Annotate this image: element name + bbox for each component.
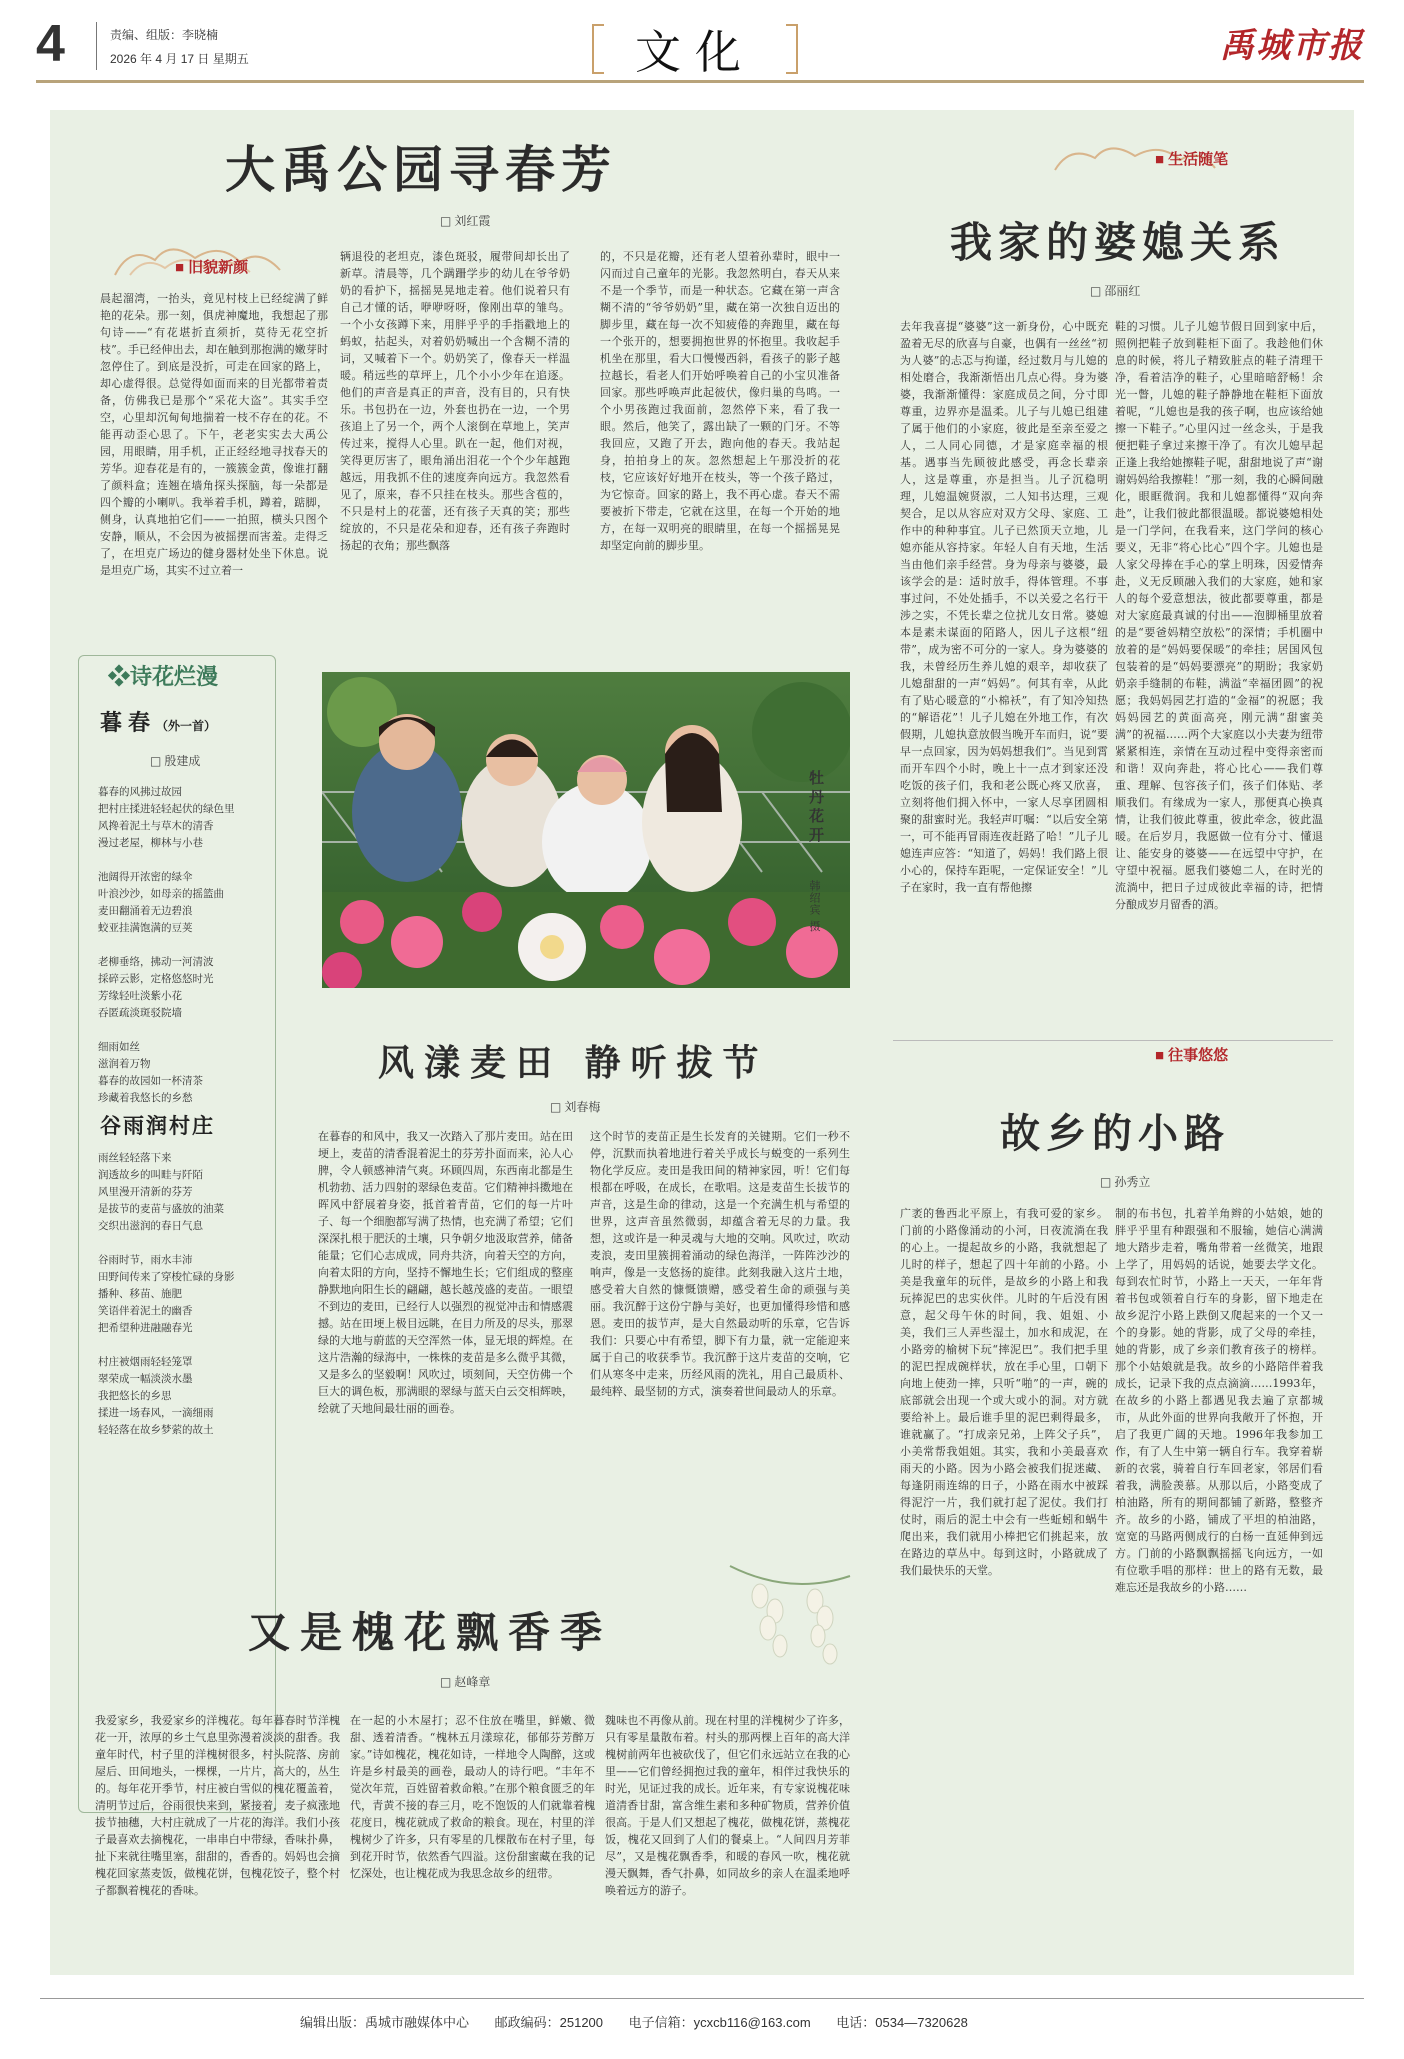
article-body-locust-col1: 我爱家乡，我爱家乡的洋槐花。每年暮春时节洋槐花一开，浓厚的乡土气息里弥漫着淡淡的甜香。我童年时代，村子里的洋槐树很多，村头院落、房前屋后、田间地头，一棵棵，一片片，高大的，丛生的。每年花开季节，村庄被白雪似的槐花覆盖着，清明节过后，谷雨很快来到，紧接着，麦子疯涨地拔节抽穗，大村庄就成了一片花的海洋。我们小孩子最喜欢去摘槐花，一串串白中带绿，香味扑鼻，扯下来就往嘴里塞，甜甜的，香香的。妈妈也会摘槐花回家蒸麦饭，做槐花饼，包槐花饺子，整个村子都飘着槐花的香味。 [95, 1714, 340, 1897]
footer [300, 2012, 990, 2031]
poem-line: 蛟亚挂满饱满的豆荚 [98, 922, 193, 934]
poem-line: 叶浪沙沙，如母亲的摇篮曲 [98, 888, 224, 900]
poem-line: 翠荣成一幅淡淡水墨 [98, 1373, 193, 1385]
poem2-body [98, 1150, 268, 1439]
article-body-park-col2: 辆退役的老坦克，漆色斑驳，履带间却长出了新草。清晨等，几个蹒跚学步的幼儿在爷爷奶奶的看护下，摇摇晃晃地走着。他们说着只有自己才懂的话，咿咿呀呀，像刚出草的雏鸟。一个小女孩蹲下来，用胖乎乎的手指戳地上的蚂蚁，拈起头，对着奶奶喊出一个含糊不清的词，又喊着下一个。奶奶笑了，像春天一样温暖。稍远些的草坪上，几个小小少年在追逐。他们的声音是真正的声音，没有目的，只有快乐。书包扔在一边，外套也扔在一边，一个男孩追上了另一个，两个人滚倒在草地上，笑声传过来，搅得人心里。趴在一起，他们对视，笑得更厉害了，眼角涌出泪花一个个少年越跑越远，用我抓不住的速度奔向远方。我忽然看见了，原来，春不只挂在枝头。那些含苞的，不只是村上的花蕾，还有孩子天真的笑；那些绽放的，不只是花朵和迎春，还有孩子奔跑时扬起的衣角；那些飘落 [340, 250, 570, 552]
footer-postcode: 邮政编码：251200 [494, 2015, 604, 2030]
poem-line: 雨丝轻轻落下来 [98, 1152, 172, 1164]
poem-line: 把希望种进融融春光 [98, 1322, 193, 1334]
poem-line: 田野间传来了穿梭忙碌的身影 [98, 1271, 235, 1283]
section-title: 文化 [610, 16, 780, 74]
article-title-road: 故乡的小路 [1000, 1110, 1230, 1157]
section-tag-park: ■ 旧貌新颜 [175, 256, 248, 277]
poem-line: 暮春的故园如一杯清茶 [98, 1075, 203, 1087]
poem-line: 麦田翻涌着无边碧浪 [98, 905, 193, 917]
poem-line [98, 852, 268, 869]
poem-line: 风里漫开清新的芬芳 [98, 1186, 193, 1198]
article-body-wheat-col2: 这个时节的麦苗正是生长发育的关键期。它们一秒不停，沉默而执着地进行着关乎成长与蜕变的一系列生物化学反应。麦田是我田间的精神家园，听！它们每根都在呼吸，在成长，在歌唱。这是麦苗生长拔节的声音，这是生命的律动，这是一个充满生机与希望的世界，这声音虽然微弱，却蕴含着无尽的力量。我想，这或许是一种灵魂与大地的交响。风吹过，吹动麦浪，麦田里簇拥着涌动的绿色海洋，一阵阵沙沙的响声，像是一支悠扬的旋律。此刻我融入这片土地，感受着大自然的慷慨馈赠，感受着生命的顽强与美丽。我沉醉于这份宁静与美好，也更加懂得珍惜和感恩。麦田的拔节声，是大自然最动听的乐章，它告诉我们：只要心中有希望，脚下有力量，就一定能迎来属于自己的收获季节。我沉醉于这片麦苗的交响，它们从寒冬中走来，历经风雨的洗礼，用自己最质朴、最纯粹、最坚韧的方式，演奏着世间最动人的乐章。 [590, 1130, 850, 1398]
poem-line: 池阔得开浓密的绿伞 [98, 871, 193, 883]
article-body-locust-col2: 在一起的小木屋打；忍不住放在嘴里，鲜嫩、微甜、透着清香。“槐林五月漾琼花，郁郁芬芳醉万家。”诗如槐花，槐花如诗，一样地令人陶醉，这或许是乡村最美的画卷，最动人的诗行吧。“丰年不觉次年荒，百姓留着救命粮。”在那个粮食匮乏的年代，青黄不接的春三月，吃不饱饭的人们就靠着槐花度日，槐花就成了救命的粮食。现在，村里的洋槐树少了许多，只有零星的几棵散布在村子里，每到花开时节，依然香气四溢。这份甜蜜藏在我的记忆深处，也让槐花成为我思念故乡的纽带。 [350, 1714, 595, 1880]
editor-line: 责编、组版：李晓楠 [110, 28, 219, 42]
poem-line: 轻轻落在故乡梦萦的故土 [98, 1424, 214, 1436]
footer-email: 电子信箱：ycxcb116@163.com [628, 2015, 811, 2030]
poem-line [98, 937, 268, 954]
poem-line: 风搀着泥土与草木的清香 [98, 820, 214, 832]
section-tag-road: ■ 往事悠悠 [1155, 1044, 1228, 1065]
rule-road [893, 1040, 1333, 1041]
section-tag-mil: ■ 生活随笔 [1155, 148, 1228, 169]
footer-publisher: 编辑出版：禹城市融媒体中心 [300, 2015, 470, 2030]
poem-line: 播种、移苗、施肥 [98, 1288, 182, 1300]
header-divider [96, 22, 97, 70]
newspaper-logo: 禹城市报 [1220, 26, 1364, 66]
header-rule [36, 80, 1364, 83]
poem-line: 我把悠长的乡思 [98, 1390, 172, 1402]
poem-line: 揉进一场春风，一滴细雨 [98, 1407, 214, 1419]
date-line: 2026 年 4 月 17 日 星期五 [110, 52, 249, 66]
poem-line: 润透故乡的叫畦与阡陌 [98, 1169, 203, 1181]
byline-road: □ 孙秀立 [1100, 1173, 1150, 1190]
article-body-park-col1: 晨起溜湾，一抬头，竟见村枝上已经绽满了鲜艳的花朵。那一刻，俱虎神魔地，我想起了那句诗——“有花堪折直须折，莫待无花空折枝”。手已经伸出去，却在触到那抱满的嫩芽时忽停住了。到底是没折，可走在回家的路上，却心虚得很。总觉得如面而来的目光都带着责备，仿佛我已是那个“采花大盗”。其实手空空，心里却沉甸甸地揣着一枝不存在的花。不能再动歪心思了。下午，老老实实去大禹公园，用眼睛，用手机，正正经经地寻找春天的芳华。迎春花是有的，一簇簇金黄，像谁打翻了颜料盒；连翘在墙角探头探脑，每一朵都是四个瓣的小喇叭。我举着手机，蹲着，踮脚，侧身，认真地拍它们——一拍照，横头只图个安静，顺从，不会因为被摇摆而害羞。走得乏了，在坦克广场边的健身器材处坐下休息。说是坦克广场，其实不过立着一 [100, 292, 328, 577]
poem-line: 细雨如丝 [98, 1041, 140, 1053]
locust-flower-decoration-icon [720, 1556, 860, 1696]
article-title-mil: 我家的婆媳关系 [950, 218, 1287, 267]
poem-line: 採碎云影，定格悠悠时光 [98, 973, 214, 985]
poem-line [98, 1337, 268, 1354]
article-body-park-col3: 的，不只是花瓣，还有老人望着孙辈时，眼中一闪而过自己童年的光影。我忽然明白，春天从来不是一个季节，而是一种状态。它藏在第一声含糊不清的“爷爷奶奶”里，藏在第一次独自迈出的脚步里，藏在每一次不知疲倦的奔跑里，藏在每一个张开的，想要拥抱世界的怀抱里。我收起手机坐在那里，看大口慢慢西斜，看孩子的影子越拉越长，看老人们开始呼唤着自己的小宝贝准备回家。那些呼唤声此起彼伏，像归巢的鸟鸣。一个小男孩跑过我面前，忽然停下来，看了我一眼。然后，他笑了，露出缺了一颗的门牙。不等我回应，又跑了开去，跑向他的春天。我站起身，拍拍身上的灰。忽然想起上午那没折的花枝，它应该好好地开在枝头，等一个孩子路过，为它惊奇。回家的路上，我不再心虚。春天不需要被折下带走，它就在这里，在每一个开始的地方，在每一双明亮的眼睛里，在每一个摇摇晃晃却坚定向前的脚步里。 [600, 250, 840, 552]
article-title-locust: 又是槐花飘香季 [248, 1608, 613, 1657]
article-body-locust-col3: 魏味也不再像从前。现在村里的洋槐树少了许多，只有零星量散布着。村头的那两棵上百年的高大洋槐树前两年也被砍伐了，但它们永远站立在我的心里——它们曾经拥抱过我的童年，相伴过我快乐的时光，见证过我的成长。近年来，有专家说槐花味道清香甘甜，富含维生素和多种矿物质，营养价值很高。于是人们又想起了槐花，做槐花饼，蒸槐花饭，槐花又回到了人们的餐桌上。“人间四月芳菲尽”，又是槐花飘香季，和暖的春风一吹，槐花就漫天飘舞，香气扑鼻，如同故乡的亲人在温柔地呼唤着远方的游子。 [605, 1714, 850, 1897]
footer-phone: 电话：0534—7320628 [836, 2015, 968, 2030]
article-title-wheat: 风漾麦田 静听拔节 [378, 1042, 769, 1084]
footer-rule [40, 1998, 1364, 1999]
byline-locust: □ 赵峰章 [440, 1673, 490, 1690]
article-body-mil-col1: 去年我喜提“婆婆”这一新身份，心中既充盈着无尽的欣喜与自豪，也偶有一丝丝“初为人婆”的忐忑与拘谨，经过数月与儿媳的相处磨合，我渐渐悟出几点心得。身为婆婆，我渐渐懂得：家庭成员之间，分寸即尊重，边界亦是温柔。儿子与儿媳已组建了属于他们的小家庭，彼此是至亲至爱之人，二人同心同德，才是家庭幸福的根基。遇事当先顾彼此感受，再念长辈亲人，这是尊重，亦是担当。儿子沉稳明理，儿媳温婉贤淑，二人知书达理，三观契合，足以从容应对双方父母、家庭、工作中的种种事宜。儿子已然顶天立地，儿媳亦能从容持家。年轻人自有天地，生活当由他们亲手经营。身为母亲与婆婆，最该学会的是：适时放手，得体管理。不事事过问，不处处插手，不以关爱之名行干涉之实，不凭长辈之位扰儿女日常。婆媳本是素未谋面的陌路人，因儿子这根“纽带”，成为密不可分的一家人。身为婆婆的我，未曾经历生养儿媳的艰辛，却收获了儿媳甜甜的一声“妈妈”。何其有幸，从此有了贴心暖意的“小棉袄”，有了知冷知热的“解语花”！儿子儿媳在外地工作，有次假期，儿媳执意放假当晚开车而归，说“要早一点回家，因为妈妈想我们”。当见到霄而开车四个小时，晚上十一点才到家还没吃饭的孩子们，我和老公既心疼又欣喜，立刻将他们拥入怀中，一家人尽享团圆相聚的甜蜜时光。我轻声叮嘱：“以后安全第一，可不能再冒雨连夜赶路了哈！”儿子儿媳连声应答：“知道了，妈妈！我们路上很小心的，保持车距呢，一定保证安全！”儿子在家时，我一直有帮他擦 [900, 320, 1108, 894]
poem-line: 交织出滋润的春日气息 [98, 1220, 203, 1232]
poem-line: 是拔节的麦苗与盛放的油菜 [98, 1203, 224, 1215]
poem2-title: 谷雨润村庄 [100, 1113, 215, 1138]
poem-line: 漫过老屋，柳林与小巷 [98, 837, 203, 849]
bracket-left [592, 24, 604, 74]
article-body-mil-col2: 鞋的习惯。儿子儿媳节假日回到家中后，照例把鞋子放到鞋柜下面了。我趁他们休息的时候，将儿子精致脏点的鞋子清理干净，看着洁净的鞋子，心里暗暗舒畅！余光一瞥，儿媳的鞋子静静地在鞋柜下面放着呢，“儿媳也是我的孩子啊，也应该给她擦一下鞋子。”心里闪过一丝念头，于是我便把鞋子拿过来擦干净了。有次儿媳早起正逢上我给她擦鞋子呢，甜甜地说了声“谢谢妈妈给我擦鞋！”那一刻，我的心瞬间融化，眼眶微润。我和儿媳都懂得“双向奔赴”，让我们彼此都很温暖。都说婆媳相处是一门学问，在我看来，这门学问的核心要义，无非“将心比心”四个字。儿媳也是人家父母捧在手心的掌上明珠，因爱情奔赴，义无反顾融入我们的大家庭，她和家人的每个爱意想法，彼此都要尊重，都是对大家庭最真诚的付出——泡脚桶里放着的是“要爸妈精空放松”的深情；手机圈中放着的是“妈妈要保暖”的牵挂；居国风包包装着的是“妈妈要漂亮”的期盼；我家奶奶亲手缝制的布鞋，满溢“幸福团圆”的祝愿；我妈妈园艺打造的“金福”的祝愿；我妈妈园艺的黄面高亮，刚元满“甜蜜美满”的祝福……两个大家庭以小夫妻为纽带紧紧相连，亲情在互动过程中变得亲密而和谐！双向奔赴，将心比心——我们尊重、理解、包容孩子们，孩子们体贴、孝顺我们。有缘成为一家人，那便真心换真情，让我们彼此尊重，彼此牵念，彼此温暖。在后岁月，我愿做一位有分寸、懂退让、能安身的婆婆——在远望中守护，在守望中祝福。愿我们婆媳二人，在时光的流淌中，把日子过成彼此幸福的诗，把情分酿成岁月留香的酒。 [1115, 320, 1323, 911]
poem-line: 珍藏着我悠长的乡愁 [98, 1092, 193, 1104]
peony-photo [322, 672, 850, 988]
poem-line: 笑语伴着泥土的幽香 [98, 1305, 193, 1317]
byline-wheat: □ 刘春梅 [550, 1098, 600, 1115]
byline-park: □ 刘红霞 [440, 212, 490, 229]
poem-line [98, 1022, 268, 1039]
page-number: 4 [36, 15, 65, 73]
poem1-title: 暮春（外一首） [100, 710, 217, 736]
article-body-road-col1: 广袤的鲁西北平原上，有我可爱的家乡。门前的小路像涌动的小河，日夜流淌在我的心上。一提起故乡的小路，我就想起了儿时的样子，想起了四十年前的小路。小美是我童年的玩伴，是故乡的小路上和我玩捧泥巴的忠实伙伴。儿时的午后没有困意，起父母午休的时间，我、姐姐、小美，我们三人弄些湿土，加水和成泥，在小路旁的榆树下玩“摔泥巴”。我们把手里的泥巴捏成碗样状，放在手心里，口朝下向地上使劲一摔，只听“啪”的一声，碗的底部就会出现一个或大或小的洞。对方就要给补上。最后谁手里的泥巴剩得最多，谁就赢了。“打成亲兄弟，上阵父子兵”，小美常帮我姐姐。其实，我和小美最喜欢雨天的小路。因为小路会被我们捉迷藏、每逢阴雨连绵的日子，小路在雨水中被踩得泥泞一片，我们就打起了泥仗。我们打仗时，雨后的泥土中会有一些蚯蚓和蜗牛爬出来，我们就用小棒把它们挑起来，放在路边的草丛中。每到这时，小路就成了我们最快乐的天堂。 [900, 1207, 1108, 1577]
poem-line [98, 1235, 268, 1252]
article-body-wheat-col1: 在暮春的和风中，我又一次踏入了那片麦田。站在田埂上，麦苗的清香混着泥土的芬芳扑面而来，沁人心脾，令人顿感神清气爽。环顾四周，东西南北都是生机勃勃、活力四射的翠绿色麦苗。它们精神抖擞地在晖风中舒展着身姿，抵首着青苗，它们的每一片叶子、每一个细胞都写满了热情，也充满了希望；它们深深扎根于肥沃的土壤，只争朝夕地汲取营养，储备能量；它们心志成成，同舟共济，向着天空的方向，向着太阳的方向，坚持不懈地生长；它们组成的整座静默地向阳生长的翩翩，越长越茂盛的麦苗。一眼望不到边的麦田，已经行人以强烈的视觉冲击和情感震撼。站在田埂上极目远眺，在目力所及的尽头，那翠绿的大地与蔚蓝的天空浑然一体，显无垠的辉煌。在这片浩瀚的绿海中，一株株的麦苗是多么微乎其微，又是多么的坚毅啊！风吹过，顷刻间，天空仿佛一个巨大的调色板，那满眼的翠绿与蓝天白云交相辉映，绘就了天地间最壮丽的画卷。 [318, 1130, 573, 1415]
poem-line: 村庄被烟雨轻轻笼罩 [98, 1356, 193, 1368]
article-body-road-col2: 制的布书包，扎着羊角辫的小姑娘，她的胖乎乎里有种跟强和不服输，她信心满满地大踏步走着，嘴角带着一丝微笑，地跟上学了，用妈妈的话说，她要去学文化。每到农忙时节，小路上一天天，一年年背着书包或领着自行车的身影，留下地走在故乡泥泞小路上跌倒又爬起来的一个又一个的身影。她的背影，成了父母的牵挂，她的背影，成了乡亲们教育孩子的榜样。那个小姑娘就是我。故乡的小路陪伴着我成长，记录下我的点点滴滴……1993年，在故乡的小路上都遇见我去遍了京都城市，从此外面的世界向我敞开了怀抱，开启了我更广阔的天地。1996年我参加工作，有了人生中第一辆自行车。我穿着崭新的衣裳，骑着自行车回老家，邻居们看着我，满脸羡慕。从那以后，小路变成了柏油路，所有的期间都铺了新路，整整齐齐。故乡的小路，铺成了平坦的柏油路，宽宽的马路两侧成行的白杨一直延伸到远方。门前的小路飘飘摇摇飞向远方，一如有位歌手唱的那样：世上的路有无数，最难忘还是我故乡的小路…… [1115, 1207, 1323, 1594]
photo-caption: 牡丹花开 [807, 770, 825, 846]
poem-line: 芳缘轻吐淡紫小花 [98, 990, 182, 1002]
poem-line: 吞匿疏淡斑驳院墙 [98, 1007, 182, 1019]
poem1-body [98, 784, 268, 1107]
poem-line: 暮春的风拂过故园 [98, 786, 182, 798]
peony-photo-image [322, 672, 850, 988]
byline-mil: □ 邵丽红 [1090, 282, 1140, 299]
diamond-icon: ❖ [108, 664, 131, 690]
photo-credit: 韩绍宾 摄 [808, 880, 821, 933]
poem-line: 滋润着万物 [98, 1058, 151, 1070]
poem1-author: □ 殷建成 [150, 752, 200, 769]
bracket-right [786, 24, 798, 74]
poem-line: 老柳垂络，拂动一河清波 [98, 956, 214, 968]
poem-line: 把村庄揉进轻轻起伏的绿色里 [98, 803, 235, 815]
poem-line: 谷雨时节，雨水丰沛 [98, 1254, 193, 1266]
article-title-park: 大禹公园寻春芳 [225, 140, 617, 199]
poetry-tag: ❖诗花烂漫 [108, 664, 219, 690]
